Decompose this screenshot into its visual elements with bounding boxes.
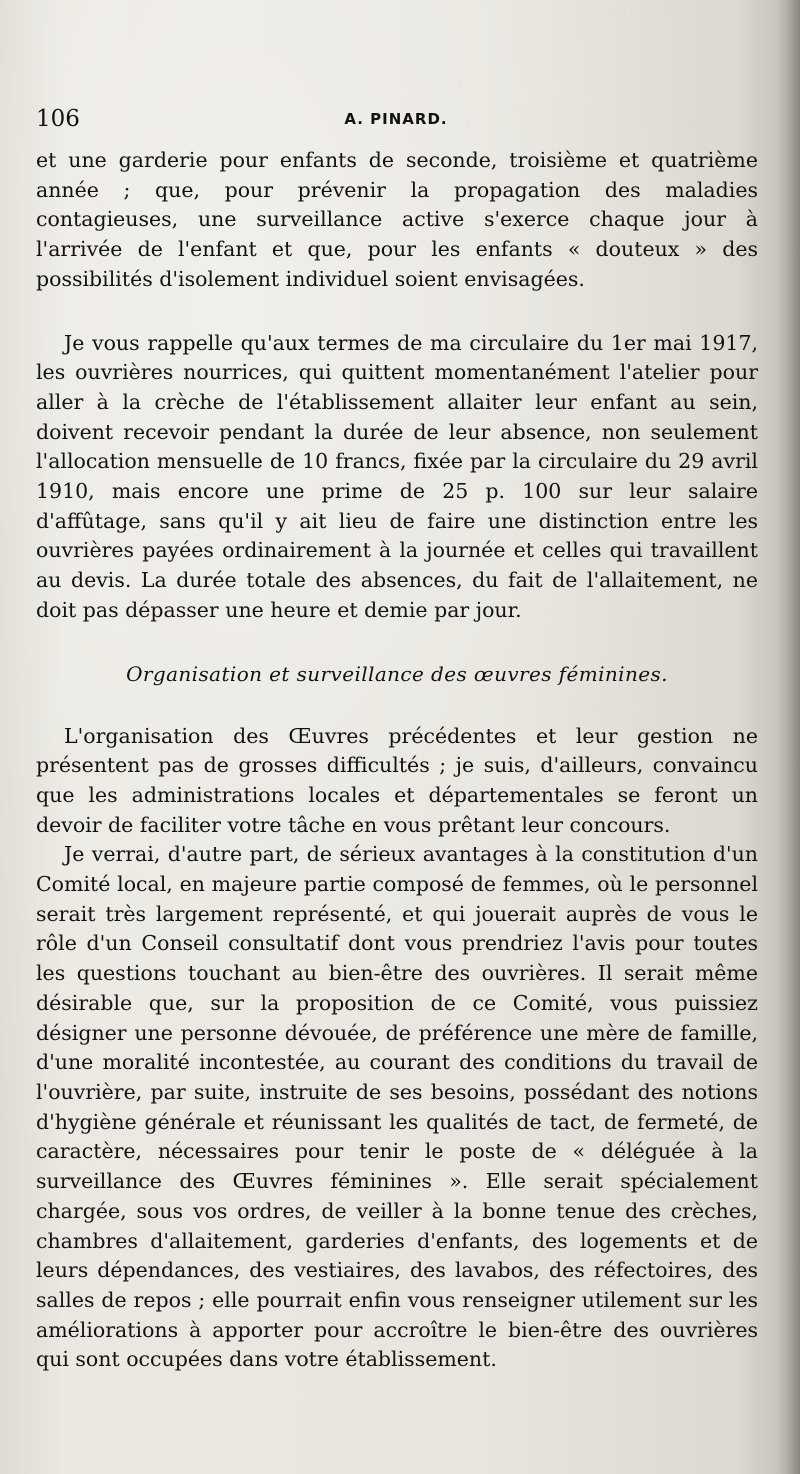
paragraph-comite: Je verrai, d'autre part, de sérieux avantages à la constitution d'un Comité local, en majeure partie composé de femmes, où le personnel serait très largement représenté, et qui jouerait auprès de vous le rôle d'un Conseil consultatif dont vous prendriez l'avis pour toutes les questions touchant au bien-être des ouvrières. Il serait même désirable que, sur la proposition de ce Comité, vous puissiez désigner une personne dévouée, de préférence une mère de famille, d'une moralité incontestée, au courant des conditions du travail de l'ouvrière, par suite, instruite de ses besoins, possédant des notions d'hygiène générale et réunissant les qualités de tact, de fermeté, de caractère, nécessaires pour tenir le poste de « déléguée à la surveillance des Œuvres féminines ». Elle serait spécialement chargée, sous vos ordres, de veiller à la bonne tenue des crèches, chambres d'allaitement, garderies d'enfants, des logements et de leurs dépendances, des vestiaires, des lavabos, des réfectoires, des salles de repos ; elle pourrait enfin vous renseigner utilement sur les améliorations à apporter pour accroître le bien-être des ouvrières qui sont occupées dans votre établissement. (36, 842, 758, 1372)
paragraph-circulaire: Je vous rappelle qu'aux termes de ma circulaire du 1er mai 1917, les ouvrières nourrices, qui quittent momentanément l'atelier pour aller à la crèche de l'établissement allaiter leur enfant au sein, doivent recevoir pendant la durée de leur absence, non seulement l'allocation mensuelle de 10 francs, fixée par la circulaire du 29 avril 1910, mais encore une prime de 25 p. 100 sur leur salaire d'affûtage, sans qu'il y ait lieu de faire une distinction entre les ouvrières payées ordinairement à la journée et celles qui travaillent au devis. La durée totale des absences, du fait de l'allaitement, ne doit pas dépasser une heure et demie par jour. (36, 330, 758, 622)
page-number: 106 (36, 106, 80, 132)
paragraph-organisation: L'organisation des Œuvres précédentes et leur gestion ne présentent pas de grosses difficultés ; je suis, d'ailleurs, convaincu que les administrations locales et départementales se feront un devoir de faciliter votre tâche en vous prêtant leur concours. (36, 723, 758, 837)
body-text (36, 146, 758, 1375)
paragraph-garderie: et une garderie pour enfants de seconde, troisième et quatrième année ; que, pour prévenir la propagation des maladies contagieuses, une surveillance active s'exerce chaque jour à l'arrivée de l'enfant et que, pour les enfants « douteux » des possibilités d'isolement individuel soient envisagées. (36, 148, 758, 291)
author-name: A. PINARD. (344, 110, 448, 128)
running-head (36, 104, 756, 134)
page-edge-shadow (778, 0, 800, 1474)
section-heading: Organisation et surveillance des œuvres féminines. (126, 661, 668, 686)
